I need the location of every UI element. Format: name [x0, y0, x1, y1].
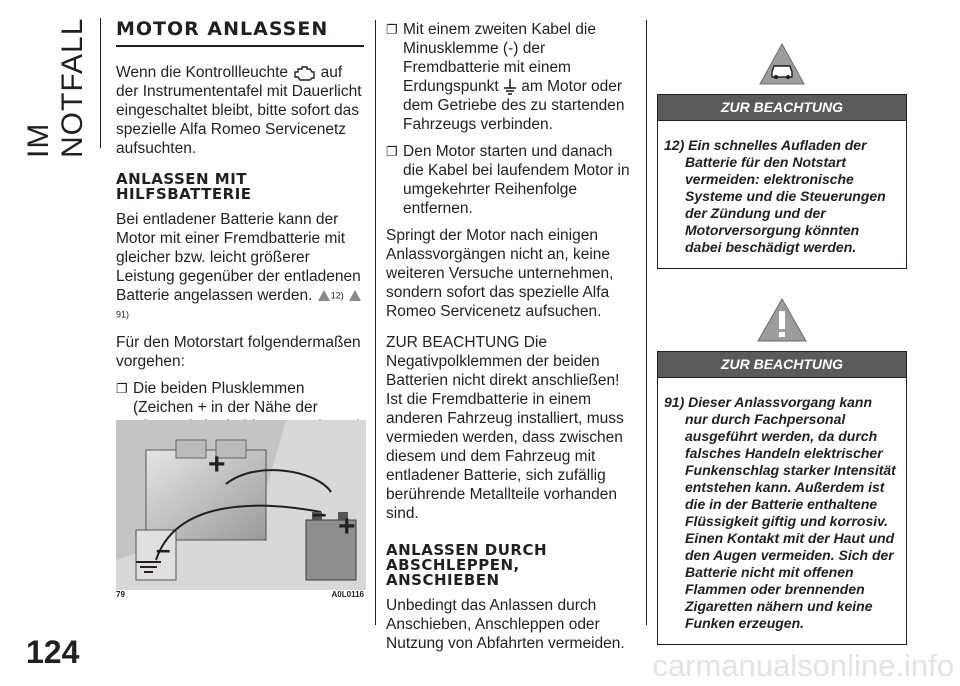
body-paragraph: Unbedingt das Anlassen durch Anschieben, Anschleppen oder Nutzung von Abfahrten vermeiden.	[386, 597, 625, 652]
notice-box	[657, 121, 907, 269]
notice-box	[657, 378, 907, 645]
notice-text: 91) Dieser Anlassvorgang kann nur durch Fachpersonal ausgeführt werden, da durch falsches Handeln elektrischer Funkenschlag starker Intensität entstehen kann. Außerdem ist die in der Batterie enthaltene Flüssigkeit giftig und korrosiv. Einen Kontakt mit der Haut und den Augen vermeiden. Sich der Batterie nicht mit offenen Flammen oder brennenden Zigaretten nähern und keine Funken erzeugen.	[664, 394, 896, 631]
section-heading: MOTOR ANLASSEN	[116, 20, 364, 47]
step-text-a: Mit einem zweiten Kabel die Minusklemme (-) der Fremdbatterie mit einem Erdungspunkt	[403, 21, 596, 95]
figure-caption	[116, 590, 364, 599]
section-label: IM NOTFALL	[22, 17, 89, 158]
engine-warning-icon	[292, 64, 316, 82]
instruction-step	[386, 20, 636, 134]
plus-sign-engine: +	[208, 448, 226, 481]
column-divider	[646, 20, 647, 625]
figure-number: 79	[116, 590, 125, 599]
minus-sign-external: –	[312, 498, 327, 528]
hazard-warning-icon	[348, 289, 362, 302]
body-paragraph: Springt der Motor nach einigen Anlassvorgängen nicht an, keine weiteren Versuche unternehmen, sondern sofort das spezielle Alfa Romeo Servicenetz aufsuchen.	[386, 227, 614, 320]
instruction-step: ❐ Die beiden Plusklemmen (Zeichen + in der Nähe der	[116, 379, 364, 474]
page-number: 124	[26, 634, 80, 670]
intro-text-a: Wenn die Kontrollleuchte	[116, 64, 289, 81]
body-paragraph: ZUR BEACHTUNG Die Negativpolklemmen der beiden Batterien nicht direkt anschließen! Ist die Fremdbatterie in einem anderen Fahrzeug installiert, muss vermieden werden, dass zwischen diesem und dem Fahrzeug mit entladener Batterie, sich zufällig berührende Metallteile vorhanden sind.	[386, 334, 624, 522]
subsection-heading: ANLASSEN MIT HILFSBATTERIE	[116, 170, 252, 203]
notice-text: 12) Ein schnelles Aufladen der Batterie für den Notstart vermeiden: elektronische Systeme und die Steuerungen der Zündung und der Motorversorgung könnten dabei beschädigt werden.	[664, 137, 886, 255]
figure-code: A0L0116	[331, 590, 364, 599]
minus-sign-ground: –	[156, 534, 171, 564]
step-text-b: am Motor oder dem Getriebe des zu startenden Fahrzeugs verbinden.	[403, 78, 625, 133]
column-1	[116, 20, 364, 482]
intro-paragraph	[116, 63, 364, 158]
body-text: Bei entladener Batterie kann der Motor mit einer Fremdbatterie mit gleicher bzw. leicht größerer Leistung gegenüber der entladenen Batterie angelassen werden.	[116, 211, 361, 304]
watermark: carmanualsonline.info	[652, 648, 954, 683]
car-warning-icon	[317, 289, 331, 302]
plus-sign-external: +	[338, 510, 356, 543]
side-divider	[100, 18, 101, 148]
reference-12: 12)	[330, 290, 344, 301]
body-paragraph	[116, 210, 364, 325]
subsection-heading: ANLASSEN DURCH ABSCHLEPPEN, ANSCHIEBEN	[386, 541, 548, 589]
exclamation-warning-icon	[756, 297, 808, 343]
column-2	[386, 20, 636, 661]
reference-91: 91)	[116, 309, 130, 320]
battery-jumpstart-figure	[116, 420, 366, 602]
notice-header: ZUR BEACHTUNG	[657, 351, 907, 378]
intro-text-b: auf der Instrumententafel mit Dauerlicht eingeschaltet bleibt, bitte sofort das spezielle Alfa Romeo Servicenetz aufsuchten.	[116, 64, 362, 157]
ground-icon	[503, 79, 517, 95]
battery-illustration	[116, 420, 366, 590]
instruction-step: ❐ Den Motor starten und danach die Kabel bei laufendem Motor in umgekehrter Reihenfolge entfernen.	[386, 142, 636, 218]
column-divider	[375, 20, 376, 625]
body-paragraph: Für den Motorstart folgendermaßen vorgehen:	[116, 333, 361, 370]
car-warning-icon	[758, 42, 806, 86]
notice-header: ZUR BEACHTUNG	[657, 94, 907, 121]
column-3	[657, 20, 907, 645]
